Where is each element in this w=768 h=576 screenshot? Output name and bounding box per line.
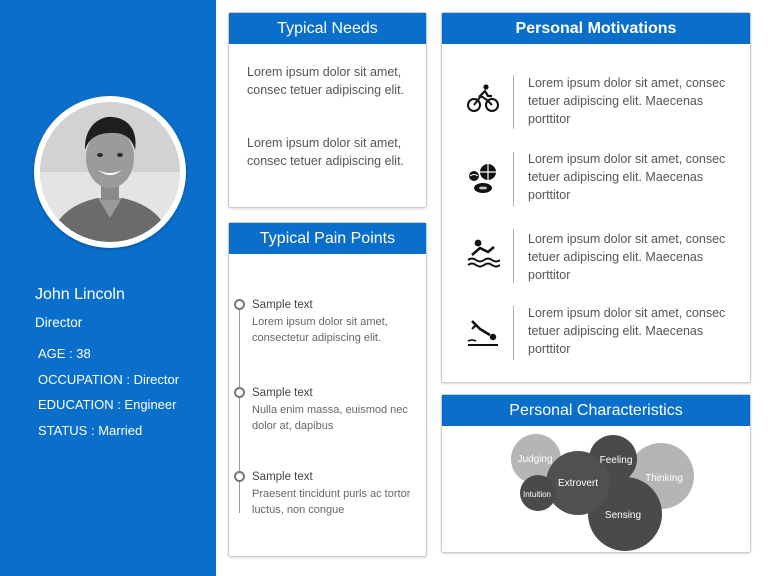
cycling-icon [466,81,500,115]
sports-balls-icon [466,161,500,195]
pain-point-body: Nulla enim massa, euismod nec dolor at, dapibus [252,404,408,432]
timeline-line [239,307,240,513]
motivation-text: Lorem ipsum dolor sit amet, consec tetuer adipiscing elit. Maecenas porttitor [528,152,726,202]
trait-judging-label: Judging [517,454,553,465]
motivation-divider [513,229,514,283]
avatar [40,102,180,242]
avatar-frame [34,96,186,248]
characteristics-title: Personal Characteristics [442,395,750,426]
motivation-divider [513,306,514,360]
trait-extrovert-label: Extrovert [557,478,599,489]
timeline-dot [234,471,245,482]
motivation-divider [513,75,514,129]
characteristics-bubble-chart [442,426,750,552]
pain-point-title: Sample text [252,299,313,311]
motivation-text: Lorem ipsum dolor sit amet, consec tetuer adipiscing elit. Maecenas porttitor [528,232,726,282]
fact-occupation: OCCUPATION : Director [38,371,180,387]
typical-needs-title: Typical Needs [229,13,426,44]
diving-icon [466,315,500,349]
motivation-text: Lorem ipsum dolor sit amet, consec tetuer adipiscing elit. Maecenas porttitor [528,76,726,126]
trait-intuition-label: Intuition [522,490,552,499]
needs-paragraph: Lorem ipsum dolor sit amet, consec tetuer adipiscing elit. [247,65,405,97]
typical-needs-card [228,12,427,208]
fact-status: STATUS : Married [38,422,143,438]
personal-characteristics-card [441,394,751,553]
pain-point-title: Sample text [252,387,313,399]
pain-point-title: Sample text [252,471,313,483]
profile-facts [38,346,179,448]
motivation-text: Lorem ipsum dolor sit amet, consec tetuer adipiscing elit. Maecenas porttitor [528,306,726,356]
trait-sensing-label: Sensing [604,510,642,521]
fact-age: AGE : 38 [38,346,91,361]
trait-feeling-label: Feeling [599,455,633,466]
motivations-title: Personal Motivations [442,13,750,44]
fact-education: EDUCATION : Engineer [38,397,177,412]
trait-thinking-label: Thinking [645,473,683,484]
pain-point-body: Lorem ipsum dolor sit amet, consectetur adipiscing elit. [252,316,388,344]
person-name: John Lincoln [35,286,125,303]
profile-sidebar [0,0,216,576]
motivation-divider [513,152,514,206]
personal-motivations-card [441,12,751,383]
pain-points-title: Typical Pain Points [229,223,426,254]
person-role: Director [35,315,83,330]
timeline-dot [234,299,245,310]
timeline-dot [234,387,245,398]
swimming-icon [466,235,500,269]
person-photo-icon [40,102,180,242]
pain-point-body: Praesent tincidunt purls ac tortor luctus, non congue [252,488,411,516]
typical-pain-points-card [228,222,427,557]
needs-paragraph: Lorem ipsum dolor sit amet, consec tetuer adipiscing elit. [247,136,405,168]
